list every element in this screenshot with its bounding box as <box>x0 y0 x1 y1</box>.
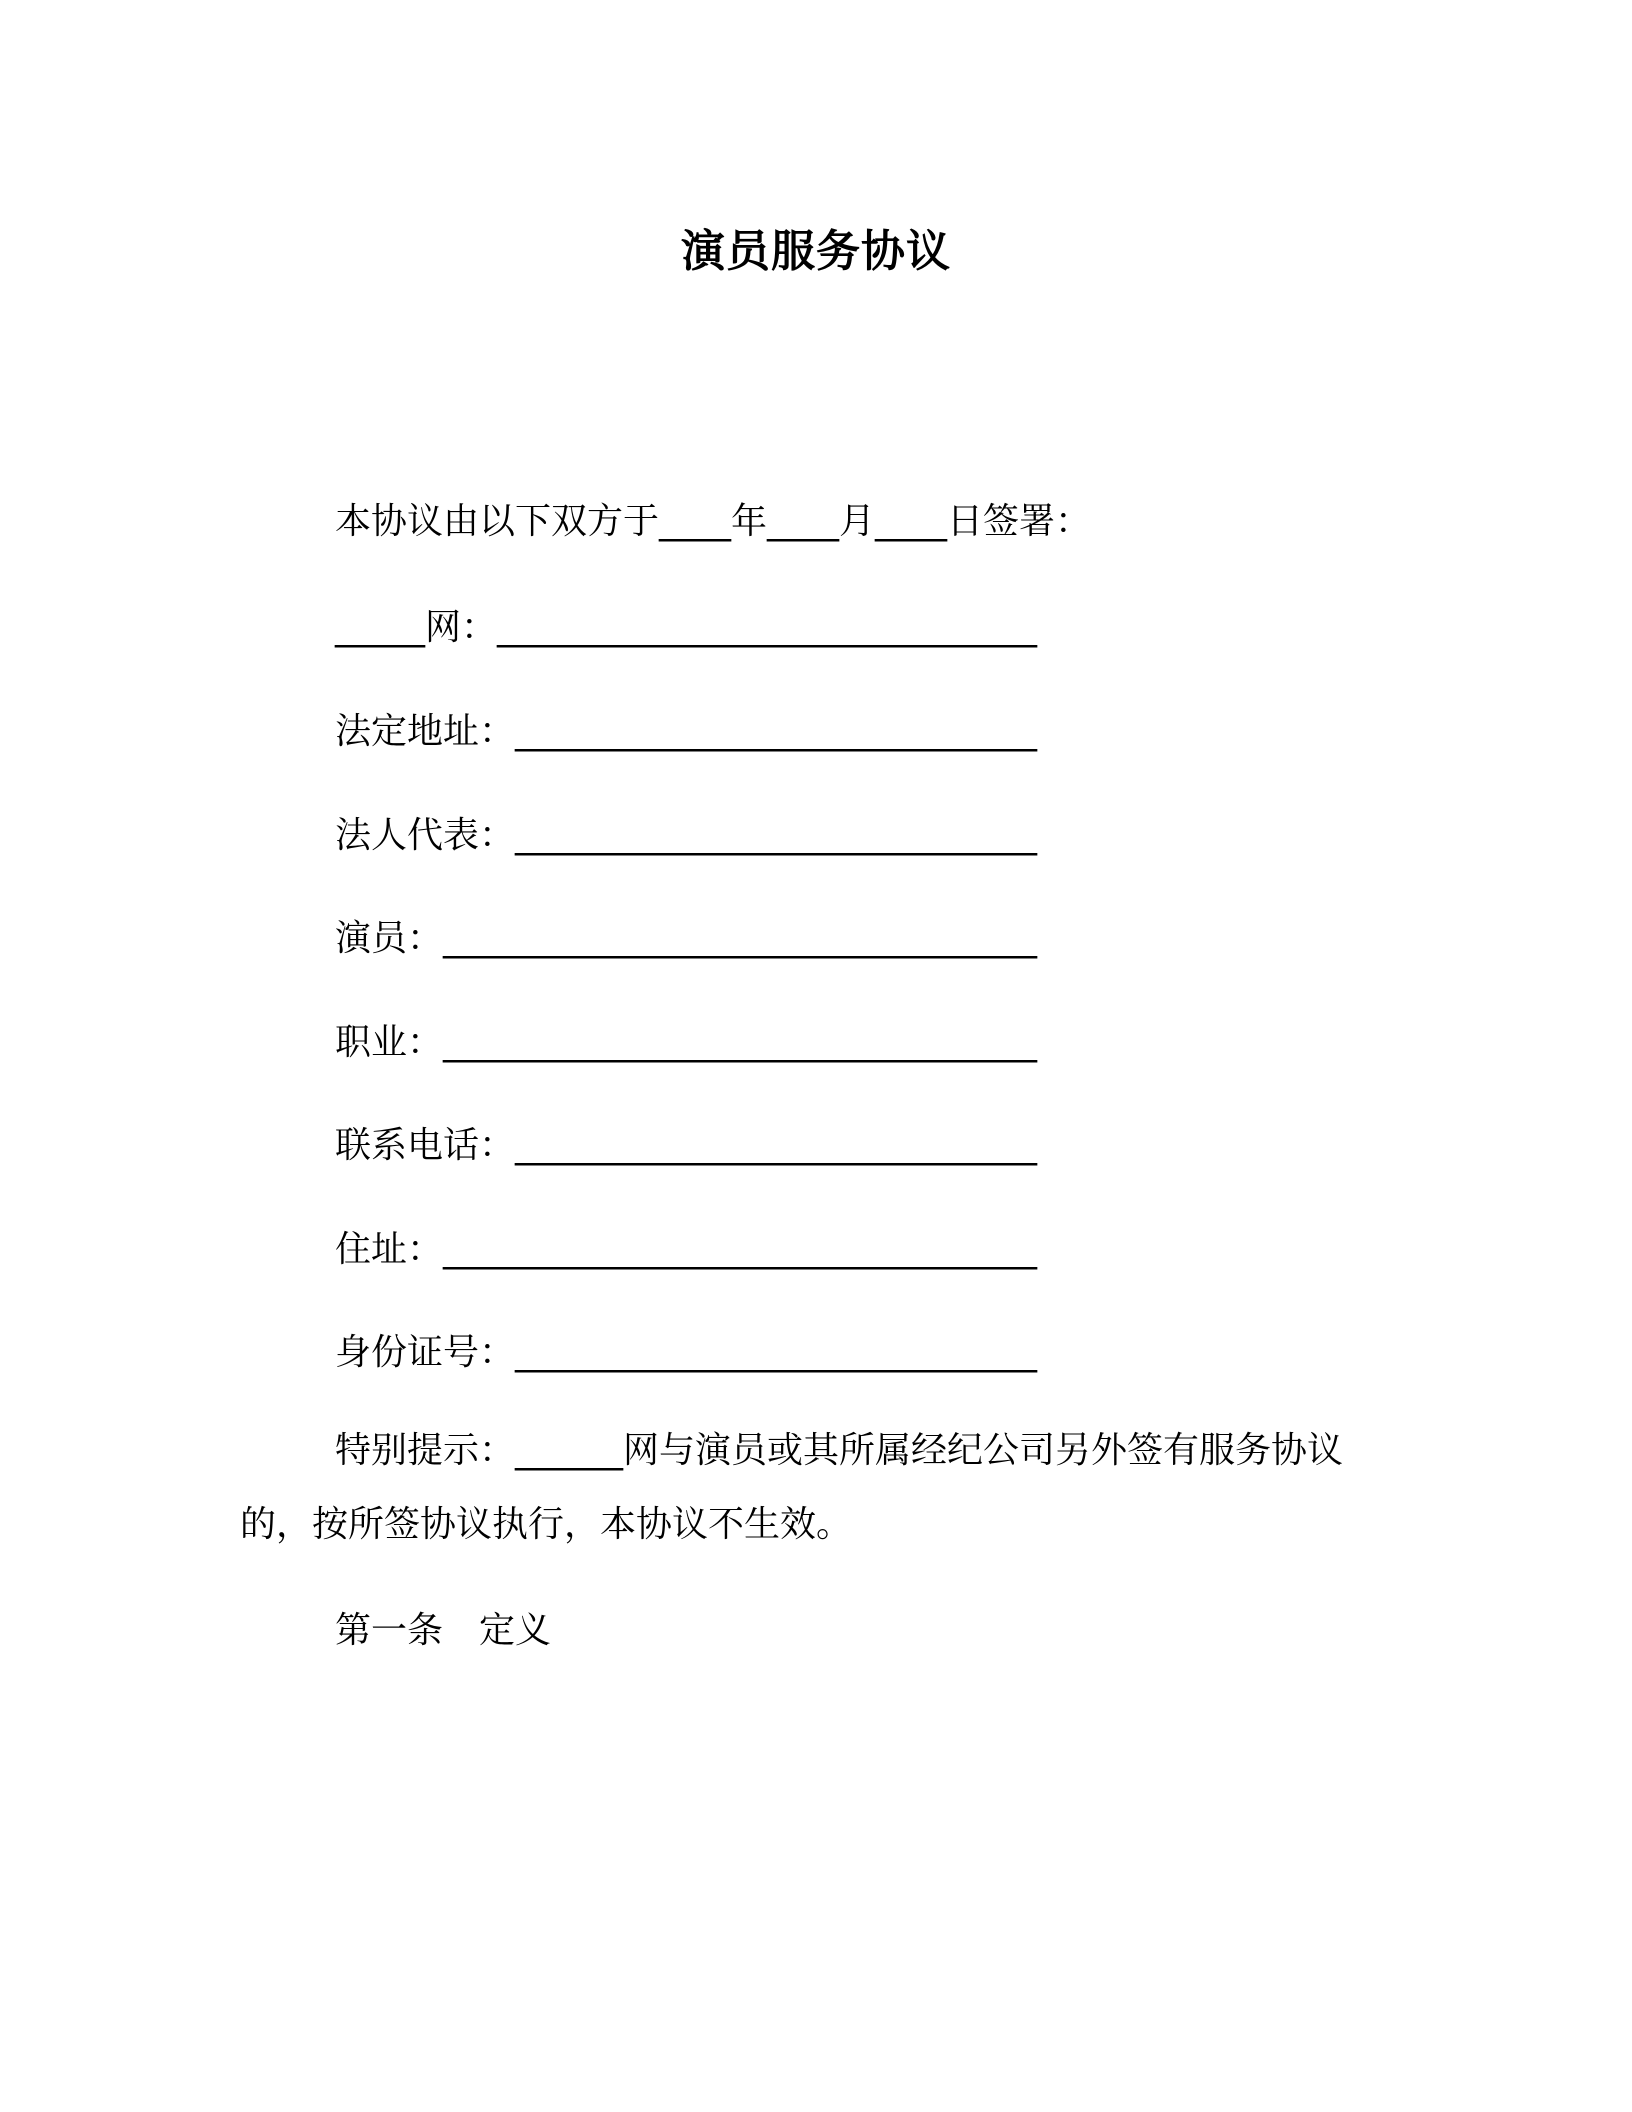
signing-date-line: 本协议由以下双方于____年____月____日签署： <box>335 501 1092 542</box>
field-id-number: 身份证号：_____________________________ <box>335 1332 1038 1373</box>
field-actor: 演员：_________________________________ <box>335 918 1038 959</box>
field-address: 住址：_________________________________ <box>335 1229 1038 1270</box>
article-title: 定义 <box>479 1610 552 1651</box>
field-legal-representative: 法人代表：_____________________________ <box>335 815 1038 856</box>
article-number: 第一条 <box>335 1610 444 1651</box>
field-phone: 联系电话：_____________________________ <box>335 1125 1038 1166</box>
article-heading <box>335 1606 551 1656</box>
document-title: 演员服务协议 <box>681 226 951 277</box>
field-legal-address: 法定地址：_____________________________ <box>335 711 1038 752</box>
field-website: _____网：______________________________ <box>335 607 1037 648</box>
special-notice-paragraph: 特别提示：______网与演员或其所属经纪公司另外签有服务协议的，按所签协议执行，本协议不生效。 <box>240 1430 1344 1545</box>
field-occupation: 职业：_________________________________ <box>335 1022 1038 1063</box>
